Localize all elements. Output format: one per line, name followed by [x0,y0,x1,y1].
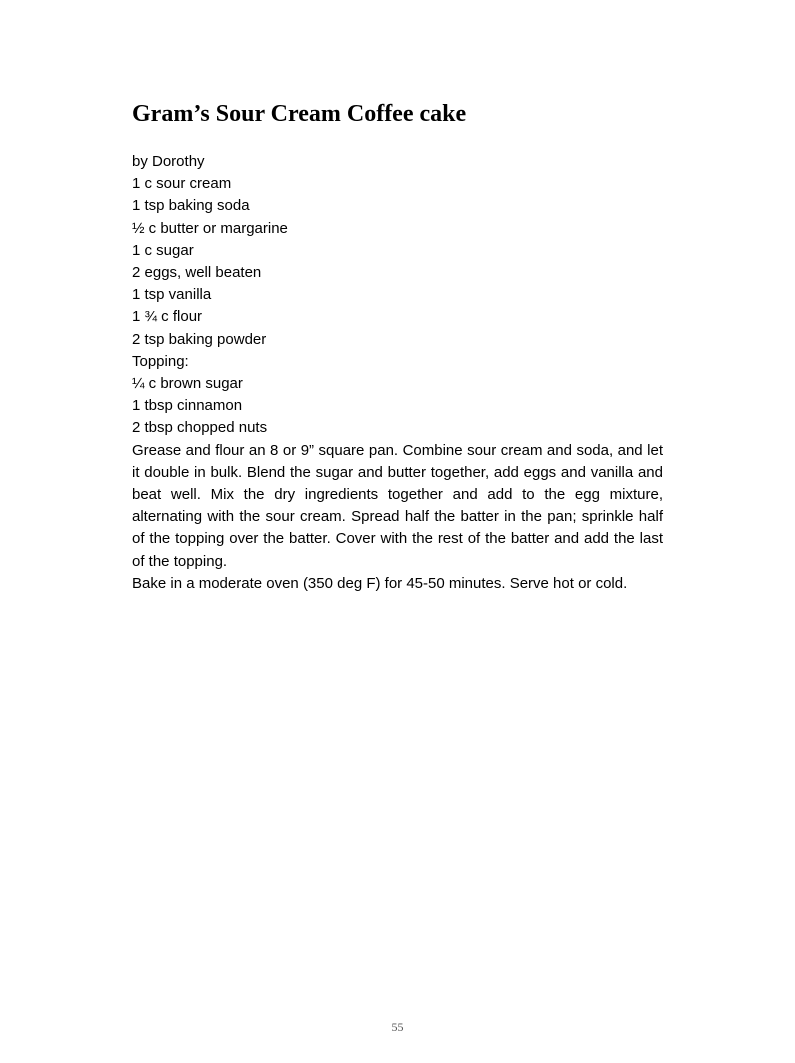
topping-line: ¼ c brown sugar [132,375,243,393]
ingredient-line: 1 c sugar [132,241,194,259]
ingredient-line: 1 ¾ c flour [132,308,203,326]
ingredient-line: 2 eggs, well beaten [132,264,262,282]
ingredient-line: ½ c butter or margarine [132,219,288,237]
recipe-body [132,151,663,595]
ingredient-line: 1 tsp vanilla [132,286,212,304]
ingredient-line: 1 c sour cream [132,175,232,193]
topping-heading: Topping: [132,352,189,370]
recipe-author: by Dorothy [132,153,205,170]
topping-line: 1 tbsp cinnamon [132,397,243,415]
ingredient-line: 2 tsp baking powder [132,330,267,348]
recipe-title: Gram’s Sour Cream Coffee cake [132,101,467,127]
instructions-paragraph: Grease and flour an 8 or 9” square pan. Combine sour cream and soda, and let it double in bulk. Blend the sugar and butter together, add eggs and vanilla and beat well. Mix the dry ingredients together and add to the egg mixture, alternating with the sour cream. Spread half the batter in the pan; sprinkle half of the topping over the batter. Cover with the rest of the batter and add the last of the topping. [132,441,663,570]
baking-paragraph: Bake in a moderate oven (350 deg F) for 45-50 minutes. Serve hot or cold. [132,574,628,592]
topping-line: 2 tbsp chopped nuts [132,419,268,437]
ingredient-line: 1 tsp baking soda [132,197,250,215]
page-number: 55 [391,1020,404,1034]
